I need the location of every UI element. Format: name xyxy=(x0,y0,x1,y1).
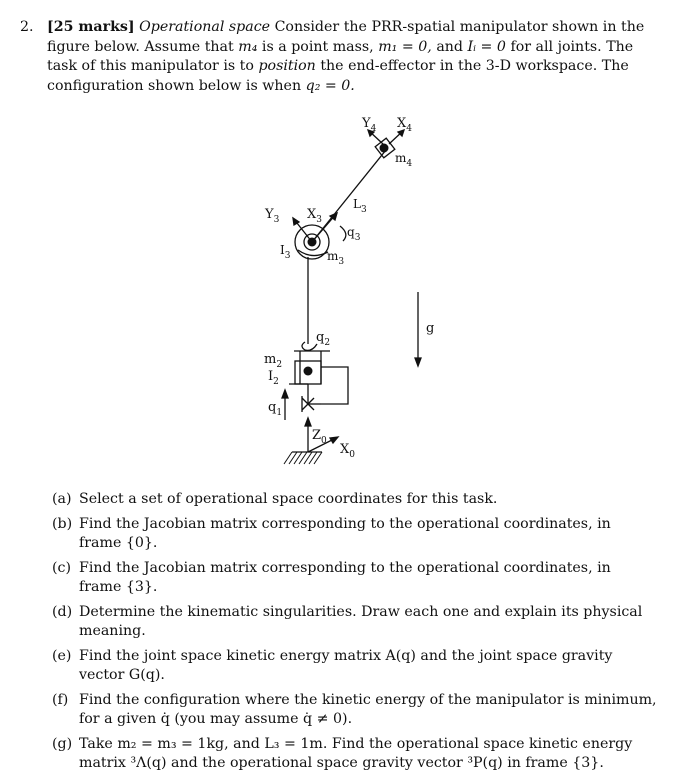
part-text: Find the joint space kinetic energy matrix A(q) and the joint space gravity vector G(q). xyxy=(79,647,613,683)
q2-arc xyxy=(302,342,317,350)
part-label: (g) xyxy=(52,735,73,752)
mass-m3 xyxy=(308,238,317,247)
manipulator-figure xyxy=(0,108,681,480)
problem-statement xyxy=(20,18,660,96)
position-word: position xyxy=(258,58,316,74)
part-label: (a) xyxy=(52,491,72,507)
part-b xyxy=(52,515,657,554)
part-label: (d) xyxy=(52,603,73,620)
ground-hatching xyxy=(284,452,322,464)
label-m4: $m_4$ xyxy=(395,151,413,169)
parts-list xyxy=(52,490,657,779)
label-y3: $Y_3$ xyxy=(265,207,280,225)
label-q3: $q_3$ xyxy=(347,225,361,243)
part-text: Select a set of operational space coordinates for this task. xyxy=(79,491,498,507)
label-l3: $L_3$ xyxy=(353,197,367,215)
math-q2: q₂ = 0. xyxy=(305,77,355,94)
base-frame xyxy=(321,367,348,404)
label-x4: $X_4$ xyxy=(397,116,412,134)
marks: [25 marks] xyxy=(47,19,135,35)
label-m2: $m_2$ xyxy=(264,352,283,370)
math-m1: m₁ = 0, xyxy=(378,38,432,55)
problem-number: 2. xyxy=(20,19,34,35)
label-y4: $Y_4$ xyxy=(362,116,377,134)
q3-arc xyxy=(340,226,346,241)
label-x3: $X_3$ xyxy=(307,207,322,225)
part-text: Find the Jacobian matrix corresponding to the operational coordinates, in frame {3}. xyxy=(79,559,611,595)
problem-title: Operational space xyxy=(139,19,271,35)
label-x0: $X_0$ xyxy=(340,442,355,460)
mass-m2 xyxy=(304,367,313,376)
part-text: Take m₂ = m₃ = 1kg, and L₃ = 1m. Find the operational space kinetic energy matrix ³Λ(q) and the operational space gravity vector ³P(q) in frame {3}. xyxy=(79,735,633,771)
part-label: (e) xyxy=(52,647,72,664)
label-q1: $q_1$ xyxy=(268,400,283,418)
mass-m4 xyxy=(380,144,389,153)
statement-part-5: the end-effector in the 3-D workspace. The configuration shown below is when xyxy=(47,58,629,94)
statement-part-4: for all joints. The task of this manipulator is to xyxy=(47,38,634,74)
label-q2: $q_2$ xyxy=(316,330,331,348)
part-a xyxy=(52,490,657,510)
part-label: (b) xyxy=(52,515,73,532)
statement-part-1: Consider the PRR-spatial manipulator shown in the figure below. Assume that xyxy=(47,19,645,55)
statement-part-3: and xyxy=(436,38,464,55)
label-i3: $I_3$ xyxy=(280,243,291,261)
label-i2: $I_2$ xyxy=(268,369,279,387)
part-g xyxy=(52,735,657,774)
math-m4: m₄ xyxy=(238,38,258,55)
part-text: Find the configuration where the kinetic energy of the manipulator is minimum, for a given q̇ (you may assume q̇ ≠ 0). xyxy=(79,691,657,727)
part-text: Find the Jacobian matrix corresponding to the operational coordinates, in frame {0}. xyxy=(79,515,611,551)
label-m3: $m_3$ xyxy=(327,249,345,267)
part-text: Determine the kinematic singularities. Draw each one and explain its physical meaning. xyxy=(79,603,643,639)
part-c xyxy=(52,559,657,598)
statement-part-2: is a point mass, xyxy=(261,38,374,55)
label-g: g xyxy=(426,321,435,336)
part-label: (c) xyxy=(52,559,72,576)
problem-text xyxy=(47,18,660,96)
part-d xyxy=(52,603,657,642)
part-f xyxy=(52,691,657,730)
part-label: (f) xyxy=(52,691,69,708)
label-z0: $Z_0$ xyxy=(312,428,327,446)
math-ii: Iᵢ = 0 xyxy=(467,38,506,55)
part-e xyxy=(52,647,657,686)
